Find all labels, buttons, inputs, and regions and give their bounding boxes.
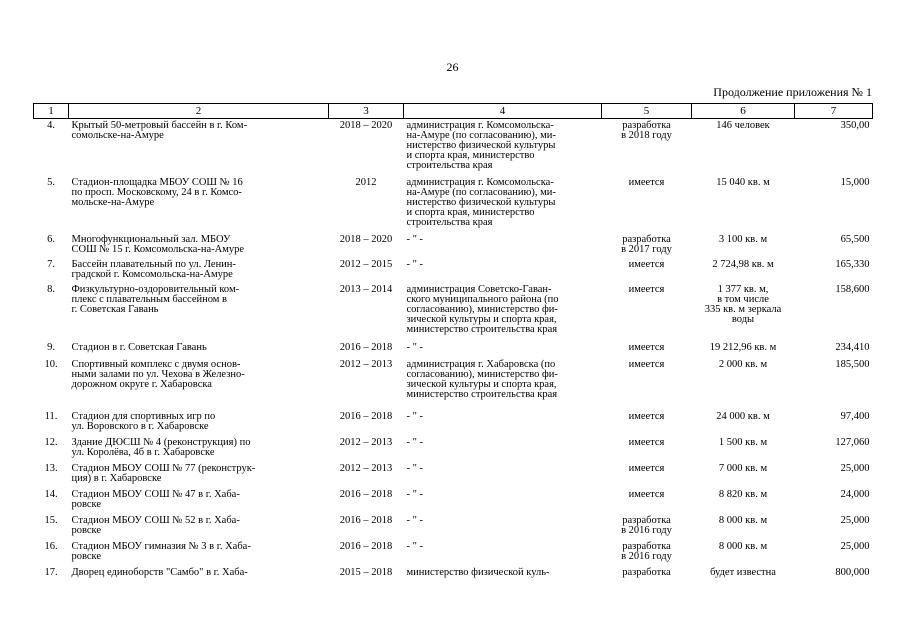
executor-cell: администрация г. Комсомольска- на-Амуре (по согласованию), ми- нистерство физической культуры и спорта края, министерство строительства края: [406, 120, 556, 171]
table-row: [34, 233, 873, 258]
capacity-cell: будет известна: [710, 566, 776, 578]
table-row: [34, 488, 873, 514]
column-header-6: 6: [692, 104, 795, 119]
object-name-cell: Стадион-площадка МБОУ СОШ № 16 по просп. Московскому, 24 в г. Комсо- мольске-на-Амуре: [71, 176, 243, 208]
construction-years-cell: 2012 – 2013: [339, 462, 393, 474]
object-name-cell: Дворец единоборств "Самбо" в г. Хаба-: [71, 566, 248, 578]
design-status-cell: разработка в 2018 году: [621, 120, 672, 141]
header-row: [34, 104, 873, 119]
design-status-cell: имеется: [628, 436, 665, 448]
table-row: [34, 358, 873, 410]
cost-cell: 25,000: [840, 540, 870, 552]
table-row: [34, 436, 873, 462]
executor-cell: министерство физической куль-: [406, 566, 550, 578]
construction-years-cell: 2016 – 2018: [339, 341, 393, 353]
column-header-7: 7: [795, 104, 873, 119]
appendix-table: [33, 103, 873, 586]
capacity-cell: 1 500 кв. м: [718, 436, 768, 448]
executor-cell: - " -: [406, 436, 424, 448]
capacity-cell: 2 000 кв. м: [718, 358, 768, 370]
table-row: [34, 119, 873, 176]
table-row: [34, 341, 873, 358]
design-status-cell: имеется: [628, 258, 665, 270]
table-row: [34, 258, 873, 283]
column-header-5: 5: [602, 104, 692, 119]
object-name-cell: Стадион для спортивных игр по ул. Воровского в г. Хабаровске: [71, 410, 216, 432]
executor-cell: администрация г. Хабаровска (по согласованию), министерство фи- зической культуры и спорта края, министерство строительства края: [406, 358, 558, 400]
row-number-cell: 4.: [47, 120, 55, 131]
construction-years-cell: 2013 – 2014: [339, 283, 393, 295]
construction-years-cell: 2012 – 2013: [339, 358, 393, 370]
executor-cell: - " -: [406, 233, 424, 245]
object-name-cell: Многофункциональный зал. МБОУ СОШ № 15 г. Комсомольска-на-Амуре: [71, 233, 245, 255]
capacity-cell: 24 000 кв. м: [716, 410, 770, 422]
capacity-cell: 15 040 кв. м: [716, 176, 770, 188]
capacity-cell: 7 000 кв. м: [718, 462, 768, 474]
row-number-cell: 11.: [44, 410, 58, 422]
design-status-cell: разработка в 2016 году: [621, 514, 672, 536]
row-number-cell: 13.: [44, 462, 58, 474]
cost-cell: 15,000: [840, 176, 870, 188]
cost-cell: 24,000: [840, 488, 870, 500]
table-row: [34, 566, 873, 586]
executor-cell: администрация Советско-Гаван- ского муниципального района (по согласованию), министерство фи- зической культуры и спорта края, министерство строительства края: [406, 283, 559, 335]
row-number-cell: 12.: [44, 436, 58, 448]
row-number-cell: 14.: [44, 488, 58, 500]
design-status-cell: имеется: [628, 410, 665, 422]
capacity-cell: 146 человек: [716, 120, 770, 131]
construction-years-cell: 2015 – 2018: [339, 566, 393, 578]
object-name-cell: Стадион в г. Советская Гавань: [71, 341, 207, 353]
capacity-cell: 8 000 кв. м: [718, 540, 768, 552]
design-status-cell: разработка в 2017 году: [621, 233, 672, 255]
object-name-cell: Спортивный комплекс с двумя основ- ными залами по ул. Чехова в Железно- дорожном округе г. Хабаровска: [71, 358, 245, 390]
executor-cell: - " -: [406, 540, 424, 552]
construction-years-cell: 2016 – 2018: [339, 410, 393, 422]
object-name-cell: Физкультурно-оздоровительный ком- плекс с плавательным бассейном в г. Советская Гавань: [71, 283, 240, 315]
row-number-cell: 9.: [47, 341, 55, 353]
row-number-cell: 10.: [44, 358, 58, 370]
column-header-3: 3: [329, 104, 404, 119]
cost-cell: 234,410: [835, 341, 870, 353]
cost-cell: 158,600: [835, 283, 870, 295]
cost-cell: 165,330: [835, 258, 870, 270]
table-row: [34, 540, 873, 566]
design-status-cell: разработка: [622, 566, 671, 578]
continuation-note: Продолжение приложения № 1: [713, 85, 872, 99]
column-header-1: 1: [34, 104, 69, 119]
construction-years-cell: 2016 – 2018: [339, 488, 393, 500]
object-name-cell: Бассейн плавательный по ул. Ленин- градской г. Комсомольска-на-Амуре: [71, 258, 236, 280]
cost-cell: 97,400: [840, 410, 870, 422]
cost-cell: 127,060: [835, 436, 870, 448]
construction-years-cell: 2012 – 2015: [339, 258, 393, 270]
executor-cell: - " -: [406, 258, 424, 270]
row-number-cell: 16.: [44, 540, 58, 552]
cost-cell: 800,000: [835, 566, 870, 578]
executor-cell: - " -: [406, 341, 424, 353]
design-status-cell: имеется: [628, 341, 665, 353]
construction-years-cell: 2016 – 2018: [339, 514, 393, 526]
capacity-cell: 2 724,98 кв. м: [712, 258, 774, 270]
table-row: [34, 462, 873, 488]
row-number-cell: 8.: [47, 283, 55, 295]
design-status-cell: имеется: [628, 176, 665, 188]
table-body: [34, 119, 873, 586]
object-name-cell: Стадион МБОУ СОШ № 47 в г. Хаба- ровске: [71, 488, 240, 510]
row-number-cell: 5.: [47, 176, 55, 188]
row-number-cell: 7.: [47, 258, 55, 270]
column-header-2: 2: [69, 104, 329, 119]
design-status-cell: имеется: [628, 462, 665, 474]
table-row: [34, 283, 873, 341]
executor-cell: - " -: [406, 514, 424, 526]
cost-cell: 25,000: [840, 514, 870, 526]
row-number-cell: 6.: [47, 233, 55, 245]
table-row: [34, 410, 873, 436]
capacity-cell: 8 000 кв. м: [718, 514, 768, 526]
object-name-cell: Здание ДЮСШ № 4 (реконструкция) по ул. Королёва, 4б в г. Хабаровске: [71, 436, 251, 458]
cost-cell: 65,500: [840, 233, 870, 245]
construction-years-cell: 2018 – 2020: [339, 233, 393, 245]
design-status-cell: имеется: [628, 358, 665, 370]
design-status-cell: разработка в 2016 году: [621, 540, 672, 562]
construction-years-cell: 2016 – 2018: [339, 540, 393, 552]
cost-cell: 25,000: [840, 462, 870, 474]
construction-years-cell: 2018 – 2020: [339, 120, 393, 131]
object-name-cell: Стадион МБОУ СОШ № 52 в г. Хаба- ровске: [71, 514, 240, 536]
column-header-4: 4: [404, 104, 602, 119]
design-status-cell: имеется: [628, 488, 665, 500]
capacity-cell: 1 377 кв. м, в том числе 335 кв. м зеркала воды: [704, 283, 782, 325]
construction-years-cell: 2012: [355, 176, 377, 188]
table-row: [34, 514, 873, 540]
table-row: [34, 176, 873, 233]
capacity-cell: 19 212,96 кв. м: [709, 341, 777, 353]
executor-cell: администрация г. Комсомольска- на-Амуре (по согласованию), ми- нистерство физической культуры и спорта края, министерство строительства края: [406, 176, 556, 228]
object-name-cell: Стадион МБОУ гимназия № 3 в г. Хаба- ровске: [71, 540, 251, 562]
page-number: 26: [446, 60, 459, 74]
cost-cell: 185,500: [835, 358, 870, 370]
object-name-cell: Стадион МБОУ СОШ № 77 (реконструк- ция) в г. Хабаровске: [71, 462, 256, 484]
row-number-cell: 17.: [44, 566, 58, 578]
executor-cell: - " -: [406, 462, 424, 474]
executor-cell: - " -: [406, 410, 424, 422]
object-name-cell: Крытый 50-метровый бассейн в г. Ком- сомольске-на-Амуре: [71, 120, 248, 141]
executor-cell: - " -: [406, 488, 424, 500]
cost-cell: 350,00: [840, 120, 870, 131]
construction-years-cell: 2012 – 2013: [339, 436, 393, 448]
capacity-cell: 3 100 кв. м: [718, 233, 768, 245]
capacity-cell: 8 820 кв. м: [718, 488, 768, 500]
row-number-cell: 15.: [44, 514, 58, 526]
design-status-cell: имеется: [628, 283, 665, 295]
